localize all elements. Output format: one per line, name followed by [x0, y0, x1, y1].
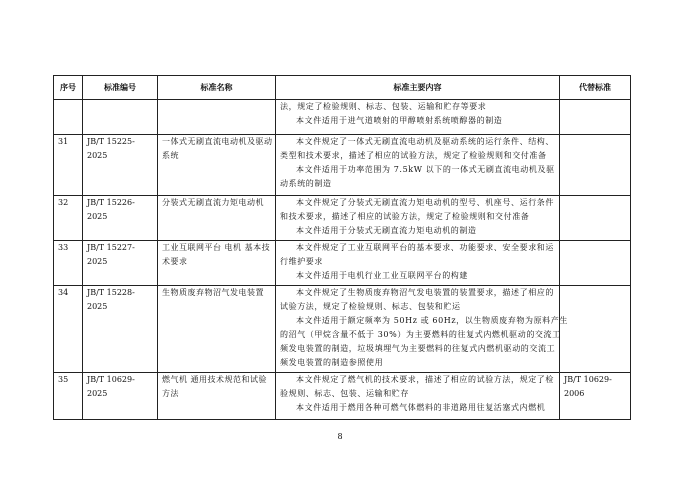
content-line: 试验方法，规定了检验规则、标志、包装和贮运 [280, 302, 461, 311]
cell-standard-code [83, 100, 158, 135]
table-row [54, 241, 631, 286]
cell-serial: 31 [54, 135, 83, 196]
cell-replaced-standard [560, 286, 631, 373]
content-line: 本文件规定了一体式无刷直流电动机及驱动系统的运行条件、结构、 [296, 137, 554, 146]
cell-replaced-standard [560, 135, 631, 196]
cell-standard-code: JB/T 10629-2025 [83, 373, 158, 420]
content-line: 本文件规定了工业互联网平台的基本要求、功能要求、安全要求和运 [296, 243, 554, 252]
name-line: 系统 [162, 151, 179, 160]
cell-serial: 33 [54, 241, 83, 286]
content-line: 本文件规定了分装式无刷直流力矩电动机的型号、机座号、运行条件 [296, 198, 554, 207]
content-line: 类型和技术要求，描述了相应的试验方法，规定了检验规则和交付准备 [280, 151, 547, 160]
content-line: 本文件适用于电机行业工业互联网平台的构建 [296, 271, 468, 280]
cell-main-content [276, 373, 560, 420]
cell-serial: 35 [54, 373, 83, 420]
cell-main-content [276, 241, 560, 286]
table-row [54, 135, 631, 196]
content-line: 本文件规定了燃气机的技术要求，描述了相应的试验方法，规定了检 [296, 375, 554, 384]
header-main-content: 标准主要内容 [276, 76, 560, 100]
cell-main-content [276, 100, 560, 135]
content-line: 本文件适用于分装式无刷直流力矩电动机的制造 [296, 226, 477, 235]
table-header-row [54, 76, 631, 100]
content-line: 频发电装置的制造，垃圾填埋气为主要燃料的往复式内燃机驱动的交流工 [280, 344, 556, 353]
cell-standard-code: JB/T 15227-2025 [83, 241, 158, 286]
standards-table [53, 75, 631, 420]
name-line: 生物质废弃物沼气发电装置 [162, 288, 264, 297]
table-row [54, 196, 631, 241]
cell-main-content [276, 135, 560, 196]
name-line: 一体式无刷直流电动机及驱动 [162, 137, 273, 146]
table-row [54, 373, 631, 420]
content-line: 本文件适用于功率范围为 7.5kW 以下的一体式无刷直流电动机及驱 [296, 165, 555, 174]
name-line: 工业互联网平台 电机 基本技 [162, 243, 271, 252]
page-number: 8 [337, 432, 343, 441]
cell-standard-name [158, 196, 276, 241]
content-line: 的沼气（甲烷含量不低于 30%）为主要燃料的往复式内燃机驱动的交流工 [280, 330, 561, 339]
table-row [54, 286, 631, 373]
content-line: 本文件适用于进气道喷射的甲醇喷射系统喷醇器的制造 [296, 116, 503, 125]
cell-standard-code: JB/T 15228-2025 [83, 286, 158, 373]
header-replaced-standard: 代替标准 [560, 76, 631, 100]
cell-replaced-standard: JB/T 10629-2006 [560, 373, 631, 420]
name-line: 燃气机 通用技术规范和试验 [162, 375, 268, 384]
content-line: 和技术要求，描述了相应的试验方法，规定了检验规则和交付准备 [280, 212, 530, 221]
header-standard-name: 标准名称 [158, 76, 276, 100]
name-line: 分装式无刷直流力矩电动机 [162, 198, 264, 207]
cell-serial [54, 100, 83, 135]
content-line: 动系统的制造 [280, 179, 332, 188]
cell-standard-name [158, 100, 276, 135]
cell-standard-name [158, 286, 276, 373]
content-line: 本文件适用于燃用各种可燃气体燃料的非道路用往复活塞式内燃机 [296, 403, 546, 412]
cell-replaced-standard [560, 241, 631, 286]
content-line: 频发电装置的制造参照使用 [280, 358, 384, 367]
content-line: 行维护要求 [280, 257, 323, 266]
content-line: 本文件规定了生物质废弃物沼气发电装置的装置要求，描述了相应的 [296, 288, 554, 297]
content-line: 法，规定了检验规则、标志、包装、运输和贮存等要求 [280, 102, 487, 111]
cell-main-content [276, 196, 560, 241]
content-line: 本文件适用于额定频率为 50Hz 或 60Hz，以生物质废弃物为原料产生 [296, 316, 568, 325]
cell-standard-code: JB/T 15226-2025 [83, 196, 158, 241]
header-standard-code: 标准编号 [83, 76, 158, 100]
table-row [54, 100, 631, 135]
name-line: 方法 [162, 389, 179, 398]
cell-main-content [276, 286, 568, 373]
cell-standard-name [158, 135, 276, 196]
name-line: 术要求 [162, 257, 188, 266]
cell-standard-name [158, 373, 276, 420]
cell-serial: 34 [54, 286, 83, 373]
header-serial: 序号 [54, 76, 83, 100]
cell-standard-code: JB/T 15225-2025 [83, 135, 158, 196]
content-line: 验规则、标志、包装、运输和贮存 [280, 389, 409, 398]
cell-standard-name [158, 241, 276, 286]
cell-serial: 32 [54, 196, 83, 241]
cell-replaced-standard [560, 196, 631, 241]
cell-replaced-standard [560, 100, 631, 135]
